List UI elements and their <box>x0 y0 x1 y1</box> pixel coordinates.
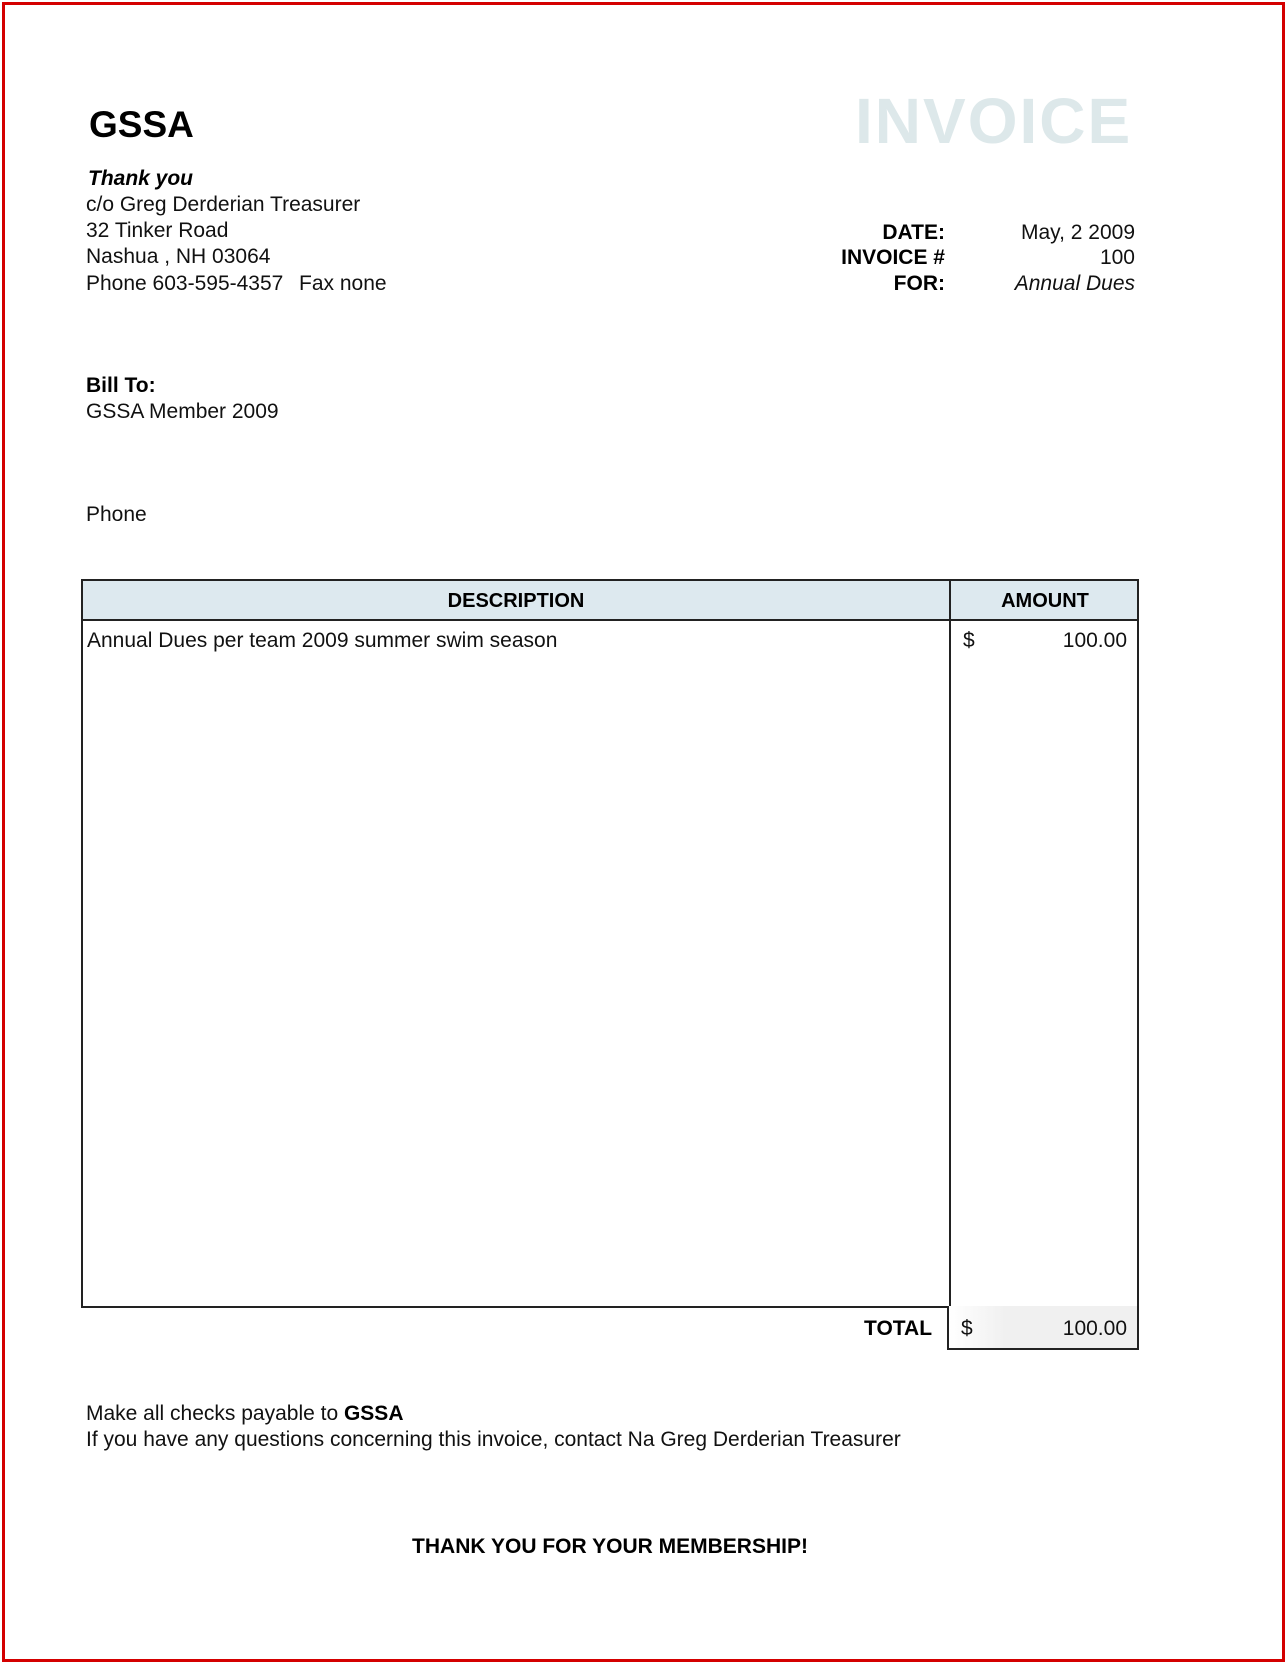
total-amount: 100.00 <box>1062 1317 1127 1340</box>
total-label: TOTAL <box>864 1317 933 1340</box>
address-fax: Fax none <box>299 272 387 295</box>
invoice-number-value: 100 <box>1099 246 1135 269</box>
address-phone: Phone 603-595-4357 <box>86 272 284 295</box>
payable-line <box>86 1402 403 1426</box>
address-line-1: c/o Greg Derderian Treasurer <box>86 193 361 216</box>
amount-header: AMOUNT <box>1001 590 1089 612</box>
address-line-3: Nashua , NH 03064 <box>86 245 271 268</box>
line-items-table <box>81 579 1139 1308</box>
address-line-2: 32 Tinker Road <box>86 219 229 242</box>
bill-to-label: Bill To: <box>86 374 156 397</box>
total-box <box>947 1306 1139 1350</box>
for-value: Annual Dues <box>1014 272 1135 295</box>
invoice-number-label: INVOICE # <box>841 246 945 269</box>
line-item-description: Annual Dues per team 2009 summer swim season <box>87 629 558 652</box>
bill-to-phone: Phone <box>86 503 147 526</box>
date-label: DATE: <box>882 221 945 244</box>
line-item-amount: 100.00 <box>1062 629 1127 652</box>
thank-you-message: THANK YOU FOR YOUR MEMBERSHIP! <box>412 1535 808 1558</box>
date-value: May, 2 2009 <box>1020 221 1135 244</box>
column-divider <box>949 581 951 1306</box>
invoice-title: INVOICE <box>855 85 1133 157</box>
payable-name: GSSA <box>343 1402 404 1425</box>
line-item-currency: $ <box>963 629 975 652</box>
payable-prefix: Make all checks payable to <box>86 1402 344 1425</box>
description-header: DESCRIPTION <box>447 590 585 612</box>
org-name: GSSA <box>89 104 194 145</box>
bill-to-name: GSSA Member 2009 <box>86 400 279 423</box>
slogan: Thank you <box>88 167 194 190</box>
contact-line: If you have any questions concerning this invoice, contact Na Greg Derderian Treasurer <box>86 1428 901 1451</box>
total-currency: $ <box>961 1317 973 1340</box>
for-label: FOR: <box>893 272 945 295</box>
